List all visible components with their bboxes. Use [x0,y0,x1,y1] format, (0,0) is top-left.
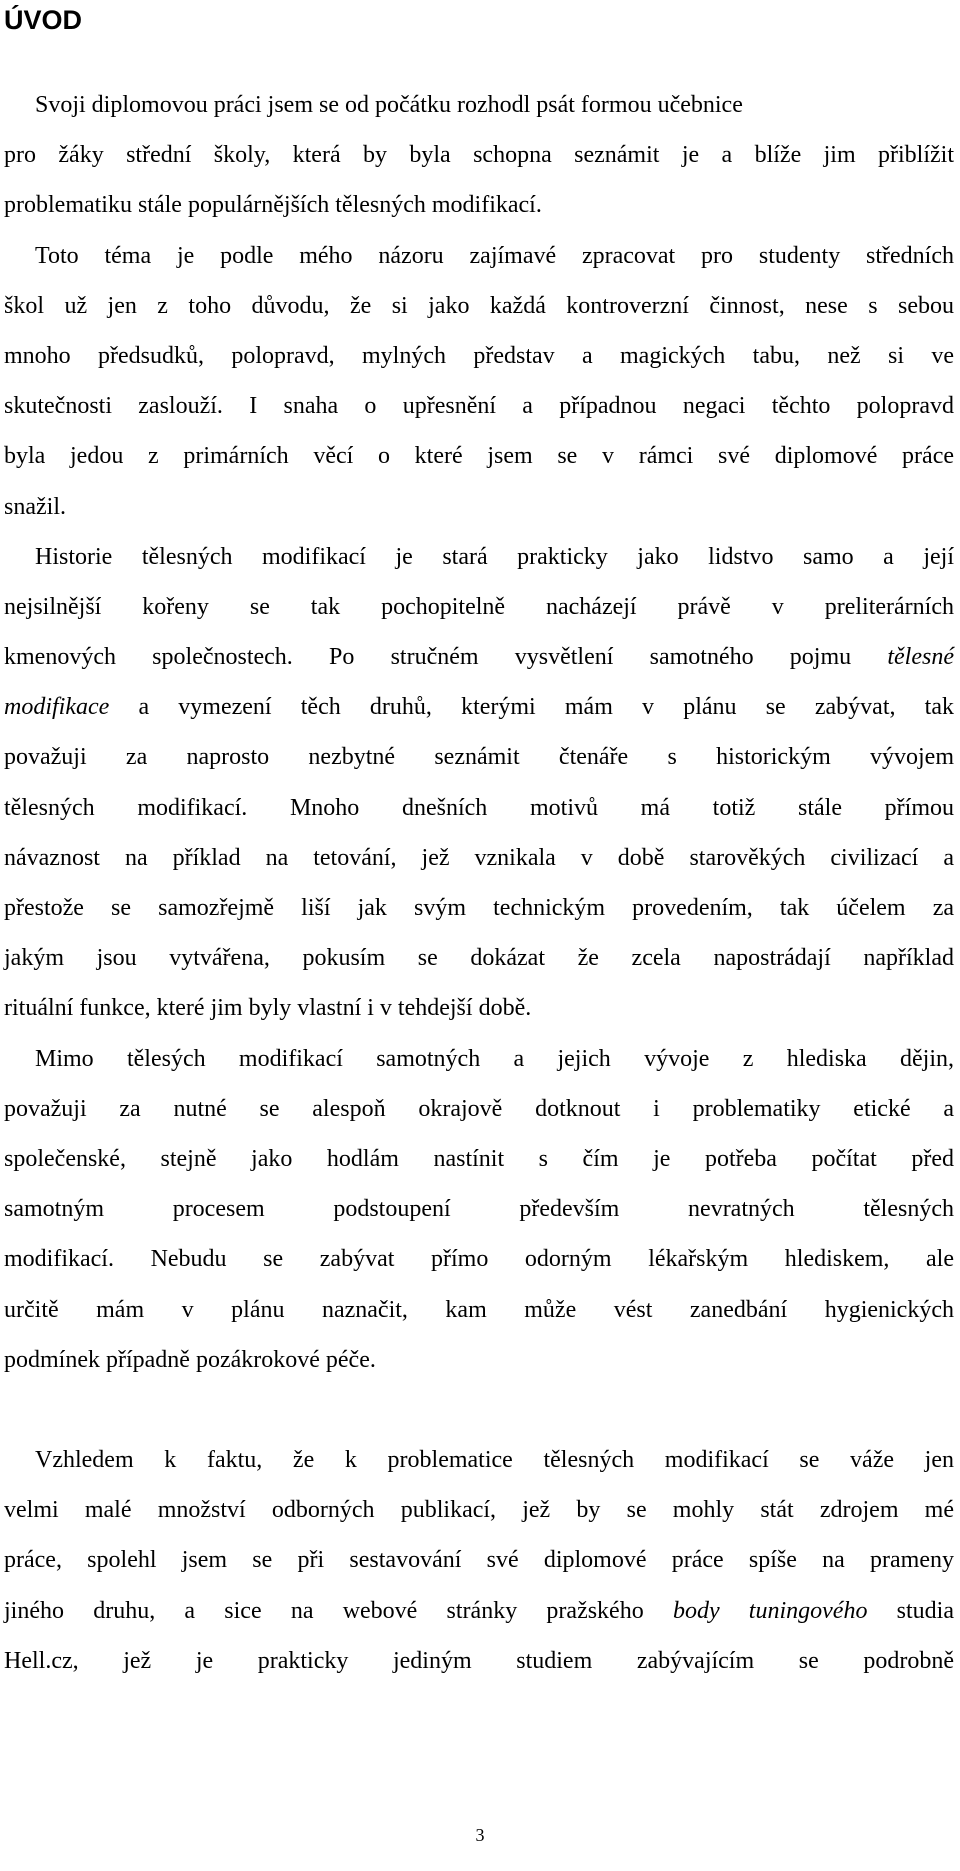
paragraph-gap [4,1385,954,1435]
text-line: mnoho předsudků, polopravd, mylných představ a magických tabu, než si ve [4,342,954,369]
text-line: práce, spolehl jsem se při sestavování své diplomové práce spíše na prameny [4,1547,954,1574]
text-segment: studia [867,1597,954,1624]
text-segment: kmenových společnostech. Po stručném vysvětlení samotného pojmu [4,644,888,671]
text-line: modifikací. Nebudu se zabývat přímo odorným lékařským hlediskem, ale [4,1246,954,1273]
text-line: rituální funkce, které jim byly vlastní i v tehdejší době. [4,995,532,1022]
text-line: považuji za naprosto nezbytné seznámit čtenáře s historickým vývojem [4,744,954,771]
text-line: považuji za nutné se alespoň okrajově dotknout i problematiky etické a [4,1095,954,1122]
italic-term: tělesné [887,644,954,671]
text-line [4,632,954,682]
text-line: podmínek případně pozákrokové péče. [4,1346,376,1373]
text-line: velmi malé množství odborných publikací, jež by se mohly stát zdrojem mé [4,1497,954,1524]
text-line [4,1586,954,1636]
text-line: společenské, stejně jako hodlám nastínit s čím je potřeba počítat před [4,1145,954,1172]
text-line: pro žáky střední školy, která by byla schopna seznámit je a blíže jim přiblížit [4,142,954,169]
page-number: 3 [475,1825,485,1845]
text-segment: jiného druhu, a sice na webové stránky pražského [4,1597,673,1624]
body-text [4,80,954,1686]
text-line: jakým jsou vytvářena, pokusím se dokázat že zcela napostrádají například [4,945,954,972]
text-line [4,682,954,732]
text-line: tělesných modifikací. Mnoho dnešních motivů má totiž stále přímou [4,794,954,821]
section-title: ÚVOD [4,5,83,35]
text-line: škol už jen z toho důvodu, že si jako každá kontroverzní činnost, nese s sebou [4,292,954,319]
text-line: Vzhledem k faktu, že k problematice tělesných modifikací se váže jen [35,1447,954,1474]
text-line: Svoji diplomovou práci jsem se od počátku rozhodl psát formou učebnice [35,92,743,118]
text-line: byla jedou z primárních věcí o které jsem se v rámci své diplomové práce [4,443,954,470]
text-line: Hell.cz, jež je prakticky jediným studiem zabývajícím se podrobně [4,1647,954,1674]
italic-term: modifikace [4,694,110,721]
text-line: návaznost na příklad na tetování, jež vznikala v době starověkých civilizací a [4,844,954,871]
italic-term: body tuningového [672,1597,868,1624]
text-segment: a vymezení těch druhů, kterými mám v plánu se zabývat, tak [109,694,954,721]
text-line: problematiku stále populárnějších tělesných modifikací. [4,192,542,219]
text-line: Historie tělesných modifikací je stará prakticky jako lidstvo samo a její [35,543,954,570]
text-line: samotným procesem podstoupení především nevratných tělesných [4,1196,954,1223]
text-line: přestože se samozřejmě liší jak svým technickým provedením, tak účelem za [4,895,954,921]
text-line: skutečnosti zaslouží. I snaha o upřesnění a případnou negaci těchto polopravd [4,393,954,420]
text-line: snažil. [4,493,66,520]
text-line: Toto téma je podle mého názoru zajímavé zpracovat pro studenty středních [35,242,954,269]
text-line: nejsilnější kořeny se tak pochopitelně nacházejí právě v preliterárních [4,593,954,620]
text-line: určitě mám v plánu naznačit, kam může vést zanedbání hygienických [4,1296,954,1323]
text-line: Mimo tělesých modifikací samotných a jejich vývoje z hlediska dějin, [35,1045,954,1072]
